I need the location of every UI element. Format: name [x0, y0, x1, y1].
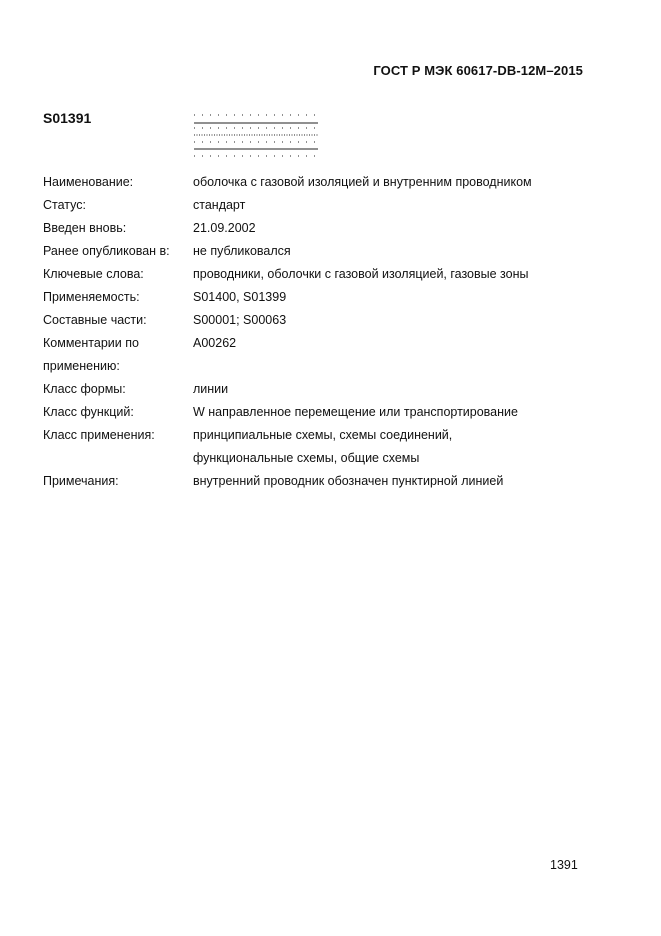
field-value: не публиковался — [193, 244, 291, 258]
field-row-introduced — [43, 217, 603, 240]
field-label: Комментарии по применению: — [43, 336, 139, 373]
field-value: проводники, оболочки с газовой изоляцией, газовые зоны — [193, 267, 529, 281]
field-label: Класс применения: — [43, 428, 155, 442]
document-standard-header: ГОСТ Р МЭК 60617-DB-12M–2015 — [373, 63, 583, 78]
field-value: линии — [193, 382, 229, 396]
field-label: Введен вновь: — [43, 221, 127, 235]
page-number: 1391 — [550, 858, 578, 872]
field-label: Ранее опубликован в: — [43, 244, 170, 258]
field-label: Составные части: — [43, 313, 147, 327]
field-value: внутренний проводник обозначен пунктирной линией — [193, 474, 504, 488]
field-row-status — [43, 194, 603, 217]
field-value: 21.09.2002 — [193, 221, 256, 235]
field-label: Применяемость: — [43, 290, 140, 304]
field-value: S01400, S01399 — [193, 290, 287, 304]
field-label: Ключевые слова: — [43, 267, 144, 281]
field-row-components — [43, 309, 603, 332]
field-row-notes — [43, 470, 603, 493]
field-label: Статус: — [43, 198, 86, 212]
field-row-applicability — [43, 286, 603, 309]
field-value: стандарт — [193, 198, 246, 212]
field-value: W направленное перемещение или транспортирование — [193, 405, 518, 419]
symbol-code: S01391 — [43, 110, 92, 126]
field-label: Примечания: — [43, 474, 119, 488]
field-row-function-class — [43, 401, 603, 424]
gas-insulated-sheath-symbol-icon — [193, 110, 319, 160]
field-value: A00262 — [193, 336, 237, 350]
field-row-previously-published — [43, 240, 603, 263]
field-row-shape-class — [43, 378, 603, 401]
field-value: S00001; S00063 — [193, 313, 287, 327]
field-value: оболочка с газовой изоляцией и внутренним проводником — [193, 175, 532, 189]
field-row-keywords — [43, 263, 603, 286]
field-label: Наименование: — [43, 175, 134, 189]
field-value: принципиальные схемы, схемы соединений, функциональные схемы, общие схемы — [193, 428, 453, 465]
field-label: Класс формы: — [43, 382, 126, 396]
symbol-fields-table — [43, 171, 603, 493]
field-row-application-class — [43, 424, 603, 470]
field-row-application-comments — [43, 332, 603, 378]
field-label: Класс функций: — [43, 405, 134, 419]
field-row-name — [43, 171, 603, 194]
